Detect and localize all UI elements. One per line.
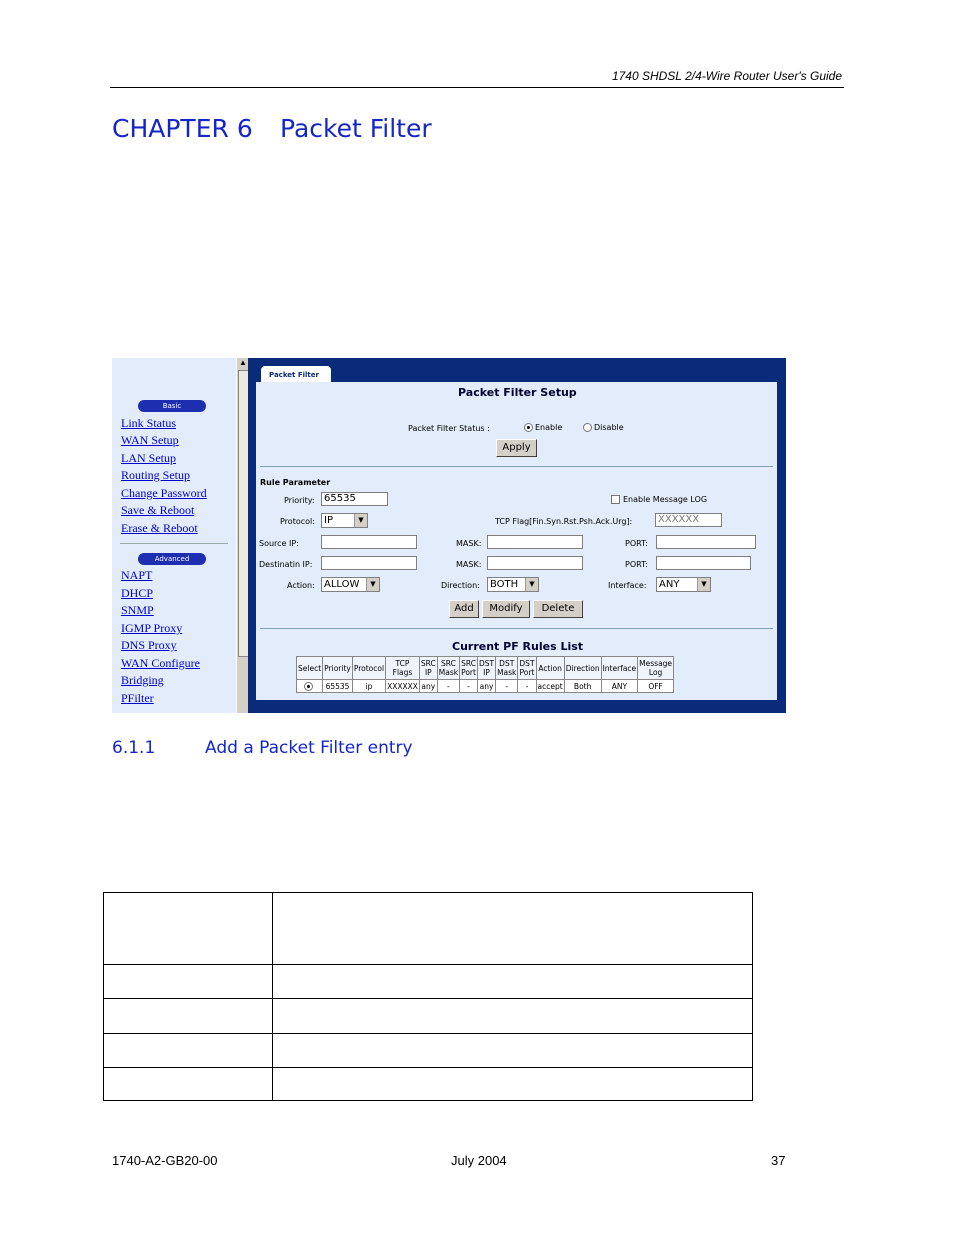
scroll-up-arrow-icon[interactable]: ▲ (239, 358, 247, 367)
priority-input[interactable]: 65535 (321, 492, 388, 506)
chapter-title: Packet Filter (280, 114, 432, 143)
table-row-divider (104, 998, 752, 999)
divider (260, 466, 773, 467)
chevron-down-icon: ▼ (366, 578, 379, 591)
column-header-text: Interface (602, 663, 637, 673)
column-header (297, 657, 323, 680)
column-header-text: Mask (497, 668, 517, 677)
interface-select[interactable] (656, 577, 711, 592)
table-cell: - (496, 680, 518, 693)
source-port-input[interactable] (656, 535, 756, 549)
source-mask-input[interactable] (487, 535, 583, 549)
rules-list-title: Current PF Rules List (452, 640, 584, 653)
sidebar-nav (112, 358, 236, 713)
nav-divider (120, 543, 228, 544)
nav-link-snmp[interactable]: SNMP (121, 603, 154, 617)
column-header-text: IP (424, 668, 432, 677)
column-header-text: Port (461, 668, 476, 677)
delete-button[interactable]: Delete (533, 600, 583, 618)
column-header (638, 657, 674, 680)
chevron-down-icon: ▼ (697, 578, 710, 591)
enable-log-option[interactable] (611, 495, 707, 504)
column-header-text: SRC (440, 659, 456, 668)
table-cell: any (477, 680, 495, 693)
column-header-text: TCP (395, 659, 410, 668)
source-ip-label: Source IP: (259, 539, 299, 548)
table-column-divider (272, 893, 273, 1100)
select-cell[interactable] (297, 680, 323, 693)
table-row-divider (104, 1067, 752, 1068)
table-cell: - (518, 680, 536, 693)
tcp-flag-label: TCP Flag[Fin.Syn.Rst.Psh.Ack.Urg]: (495, 517, 633, 526)
nav-link-pfilter[interactable]: PFilter (121, 691, 154, 705)
nav-link-napt[interactable]: NAPT (121, 568, 153, 582)
packet-filter-panel (248, 358, 786, 713)
protocol-value: IP (324, 515, 333, 526)
setup-title: Packet Filter Setup (458, 386, 577, 399)
column-header (477, 657, 495, 680)
column-header-text: Select (298, 663, 322, 673)
row-select-radio[interactable] (304, 682, 313, 691)
advanced-badge: Advanced (138, 553, 206, 565)
field-description-table (103, 892, 753, 1101)
column-header-text: Protocol (353, 663, 385, 673)
divider (260, 628, 773, 629)
column-header (437, 657, 459, 680)
column-header (419, 657, 437, 680)
basic-badge: Basic (138, 400, 206, 412)
add-button[interactable]: Add (449, 600, 479, 618)
table-row-divider (104, 964, 752, 965)
column-header-text: Flags (392, 668, 413, 677)
section-heading (112, 738, 413, 758)
interface-value: ANY (659, 579, 680, 590)
rules-table-header (297, 657, 674, 680)
dest-mask-label: MASK: (456, 560, 482, 569)
column-header-text: Direction (565, 663, 600, 673)
footer-doc-id: 1740-A2-GB20-00 (112, 1153, 218, 1168)
section-number: 6.1.1 (112, 738, 156, 758)
column-header (601, 657, 638, 680)
section-title: Add a Packet Filter entry (205, 738, 413, 758)
direction-value: BOTH (490, 579, 519, 590)
table-cell: OFF (638, 680, 674, 693)
dest-port-input[interactable] (656, 556, 751, 570)
source-port-label: PORT: (625, 539, 648, 548)
column-header-text: DST (478, 659, 495, 668)
column-header (386, 657, 420, 680)
nav-link-lan-setup[interactable]: LAN Setup (121, 451, 176, 465)
dest-ip-input[interactable] (321, 556, 417, 570)
nav-link-change-password[interactable]: Change Password (121, 486, 207, 500)
column-header-text: IP (483, 668, 490, 677)
dest-ip-label: Destinatin IP: (259, 560, 313, 569)
panel-content (256, 382, 777, 700)
action-value: ALLOW (324, 579, 360, 590)
column-header-text: Priority (324, 663, 351, 673)
table-cell: 65535 (323, 680, 353, 693)
disable-radio[interactable] (583, 423, 592, 432)
priority-label: Priority: (284, 496, 315, 505)
footer-page-number: 37 (771, 1153, 786, 1168)
nav-link-dhcp[interactable]: DHCP (121, 586, 154, 600)
table-row-divider (104, 1033, 752, 1034)
rules-table (296, 656, 674, 693)
enable-log-checkbox[interactable] (611, 495, 620, 504)
table-cell: - (437, 680, 459, 693)
packet-filter-screenshot (112, 358, 786, 713)
nav-link-igmp-proxy[interactable]: IGMP Proxy (121, 621, 183, 635)
interface-label: Interface: (608, 581, 647, 590)
status-label: Packet Filter Status : (408, 424, 490, 433)
running-header: 1740 SHDSL 2/4-Wire Router User's Guide (611, 69, 842, 83)
nav-link-wan-configure[interactable]: WAN Configure (121, 656, 200, 670)
protocol-label: Protocol: (280, 517, 315, 526)
source-ip-input[interactable] (321, 535, 417, 549)
column-header-text: DST (499, 659, 515, 668)
dest-mask-input[interactable] (487, 556, 583, 570)
nav-link-wan-setup[interactable]: WAN Setup (121, 433, 179, 447)
table-row[interactable] (297, 680, 674, 693)
enable-label: Enable (535, 423, 563, 432)
column-header (564, 657, 601, 680)
column-header (323, 657, 353, 680)
nav-link-link-status[interactable]: Link Status (121, 416, 177, 430)
chapter-number: CHAPTER 6 (112, 114, 253, 143)
dest-port-label: PORT: (625, 560, 648, 569)
apply-button[interactable]: Apply (496, 439, 537, 457)
column-header (352, 657, 385, 680)
header-rule (110, 87, 844, 88)
protocol-select[interactable] (321, 513, 368, 528)
column-header-text: Action (538, 663, 562, 673)
column-header-text: SRC (461, 659, 476, 668)
footer-date: July 2004 (451, 1153, 507, 1168)
column-header (460, 657, 478, 680)
status-enable-option[interactable] (524, 423, 562, 432)
rule-parameter-label: Rule Parameter (260, 478, 331, 487)
column-header-text: DST (519, 659, 535, 668)
table-cell: XXXXXX (387, 681, 418, 691)
column-header (496, 657, 518, 680)
column-header-text: Port (519, 668, 535, 677)
source-mask-label: MASK: (456, 539, 482, 548)
chevron-down-icon: ▼ (525, 578, 538, 591)
action-label: Action: (287, 581, 315, 590)
enable-log-label: Enable Message LOG (623, 495, 708, 504)
modify-button[interactable]: Modify (482, 600, 530, 618)
table-cell: ip (352, 680, 385, 693)
nav-link-routing-setup[interactable]: Routing Setup (121, 468, 191, 482)
table-cell: any (419, 680, 437, 693)
table-cell: - (460, 680, 478, 693)
table-cell: ANY (601, 680, 638, 693)
column-header (536, 657, 564, 680)
tab-packet-filter[interactable]: Packet Filter (261, 366, 331, 383)
column-header-text: Mask (438, 668, 459, 677)
tcp-flag-input[interactable]: XXXXXX (655, 513, 722, 527)
direction-label: Direction: (441, 581, 480, 590)
column-header-text: Message (639, 659, 673, 668)
chapter-heading (112, 114, 432, 143)
disable-label: Disable (594, 423, 624, 432)
status-disable-option[interactable] (583, 423, 624, 432)
nav-link-dns-proxy[interactable]: DNS Proxy (121, 638, 177, 652)
nav-link-bridging[interactable]: Bridging (121, 673, 164, 687)
direction-select[interactable] (487, 577, 539, 592)
enable-radio[interactable] (524, 423, 533, 432)
nav-link-erase-reboot[interactable]: Erase & Reboot (121, 521, 198, 535)
action-select[interactable] (321, 577, 380, 592)
table-cell: accept (537, 681, 563, 691)
table-cell: Both (564, 680, 601, 693)
chevron-down-icon: ▼ (354, 514, 367, 527)
nav-link-save-reboot[interactable]: Save & Reboot (121, 503, 195, 517)
column-header-text: SRC (420, 659, 436, 668)
column-header-text: Log (648, 668, 663, 677)
column-header (518, 657, 536, 680)
